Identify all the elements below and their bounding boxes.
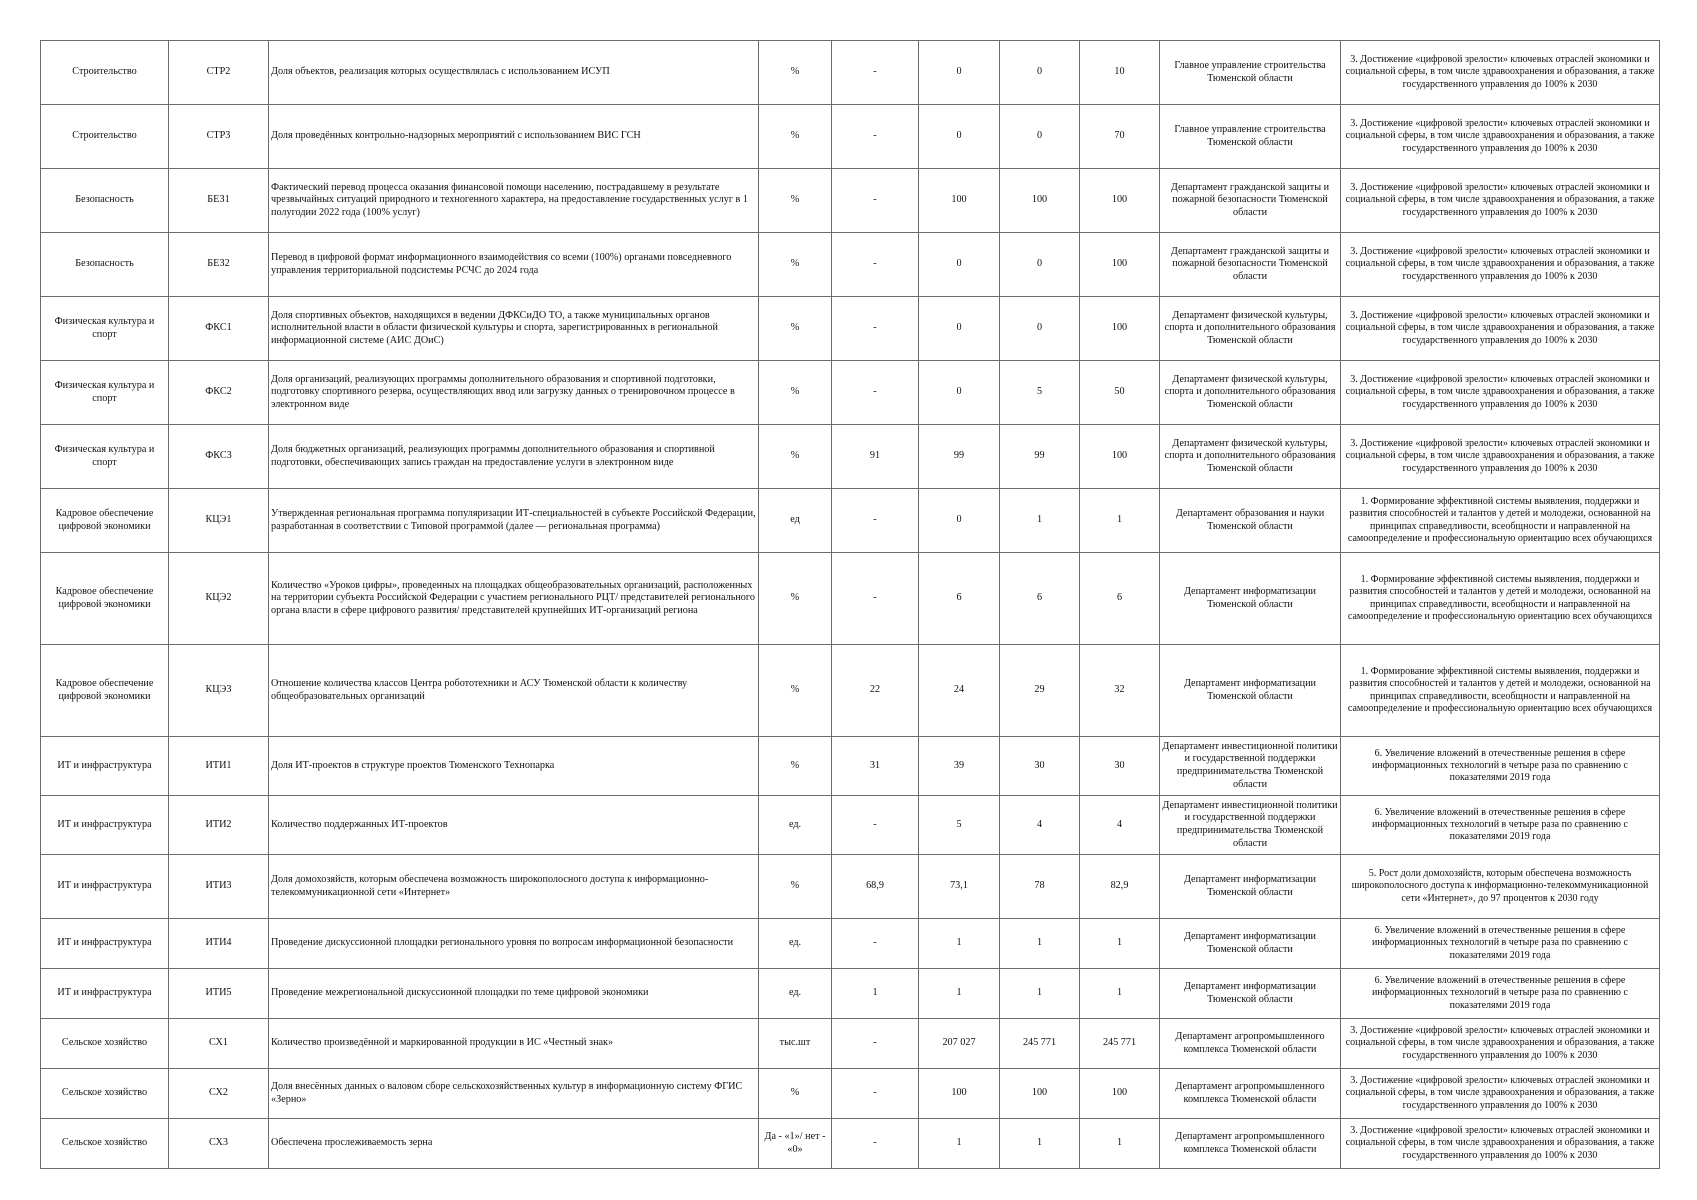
code-cell: БЕЗ2 <box>169 233 269 297</box>
goal-cell: 3. Достижение «цифровой зрелости» ключевых отраслей экономики и социальной сферы, в том числе здравоохранения и образования, а также государственного управления до 100% к 2030 <box>1341 1119 1660 1169</box>
code-cell: ФКС1 <box>169 297 269 361</box>
responsible-cell: Департамент гражданской защиты и пожарной безопасности Тюменской области <box>1160 233 1341 297</box>
sphere-cell: ИТ и инфраструктура <box>41 919 169 969</box>
value-cell-3: 6 <box>1000 553 1080 645</box>
code-cell: ИТИ5 <box>169 969 269 1019</box>
goal-cell: 5. Рост доли домохозяйств, которым обеспечена возможность широкополосного доступа к информационно-телекоммуникационной сети «Интернет», до 97 процентов к 2030 году <box>1341 855 1660 919</box>
value-cell-2: 1 <box>919 1119 1000 1169</box>
indicator-cell: Доля спортивных объектов, находящихся в ведении ДФКСиДО ТО, а также муниципальных органов исполнительной власти в области физической культуры и спорта, зарегистрированных в региональной информационной системе (АИС ДОиС) <box>269 297 759 361</box>
goal-cell: 1. Формирование эффективной системы выявления, поддержки и развития способностей и талантов у детей и молодежи, основанной на принципах справедливости, всеобщности и направленной на самоопределение и профессиональную ориентацию всех обучающихся <box>1341 645 1660 737</box>
value-cell-1: - <box>832 796 919 855</box>
value-cell-4: 82,9 <box>1080 855 1160 919</box>
code-cell: ФКС3 <box>169 425 269 489</box>
code-cell: СТР3 <box>169 105 269 169</box>
value-cell-3: 78 <box>1000 855 1080 919</box>
responsible-cell: Департамент физической культуры, спорта и дополнительного образования Тюменской области <box>1160 361 1341 425</box>
indicator-cell: Количество «Уроков цифры», проведенных на площадках общеобразовательных организаций, расположенных на территории субъекта Российской Федерации с участием регионального РЦТ/ представителей регионального органа власти в сфере цифрового развития/ представителей крупнейших ИТ-организаций региона <box>269 553 759 645</box>
value-cell-4: 70 <box>1080 105 1160 169</box>
value-cell-2: 1 <box>919 969 1000 1019</box>
value-cell-4: 30 <box>1080 737 1160 796</box>
table-row <box>41 919 1660 969</box>
value-cell-4: 4 <box>1080 796 1160 855</box>
value-cell-2: 0 <box>919 105 1000 169</box>
value-cell-4: 1 <box>1080 919 1160 969</box>
code-cell: КЦЭ1 <box>169 489 269 553</box>
code-cell: СТР2 <box>169 41 269 105</box>
responsible-cell: Департамент агропромышленного комплекса Тюменской области <box>1160 1069 1341 1119</box>
table-row <box>41 796 1660 855</box>
value-cell-1: - <box>832 105 919 169</box>
value-cell-2: 1 <box>919 919 1000 969</box>
value-cell-4: 245 771 <box>1080 1019 1160 1069</box>
value-cell-4: 1 <box>1080 969 1160 1019</box>
value-cell-3: 0 <box>1000 41 1080 105</box>
code-cell: ИТИ1 <box>169 737 269 796</box>
value-cell-4: 6 <box>1080 553 1160 645</box>
value-cell-3: 5 <box>1000 361 1080 425</box>
value-cell-2: 0 <box>919 489 1000 553</box>
indicators-table <box>40 40 1660 1169</box>
code-cell: СХ2 <box>169 1069 269 1119</box>
goal-cell: 3. Достижение «цифровой зрелости» ключевых отраслей экономики и социальной сферы, в том числе здравоохранения и образования, а также государственного управления до 100% к 2030 <box>1341 425 1660 489</box>
value-cell-2: 39 <box>919 737 1000 796</box>
table-row <box>41 1119 1660 1169</box>
value-cell-3: 4 <box>1000 796 1080 855</box>
value-cell-2: 99 <box>919 425 1000 489</box>
unit-cell: ед <box>759 489 832 553</box>
value-cell-1: 22 <box>832 645 919 737</box>
code-cell: БЕЗ1 <box>169 169 269 233</box>
value-cell-4: 100 <box>1080 425 1160 489</box>
sphere-cell: Физическая культура и спорт <box>41 425 169 489</box>
responsible-cell: Департамент инвестиционной политики и государственной поддержки предпринимательства Тюменской области <box>1160 796 1341 855</box>
unit-cell: тыс.шт <box>759 1019 832 1069</box>
table-row <box>41 233 1660 297</box>
sphere-cell: Строительство <box>41 41 169 105</box>
value-cell-3: 1 <box>1000 1119 1080 1169</box>
goal-cell: 3. Достижение «цифровой зрелости» ключевых отраслей экономики и социальной сферы, в том числе здравоохранения и образования, а также государственного управления до 100% к 2030 <box>1341 361 1660 425</box>
responsible-cell: Департамент информатизации Тюменской области <box>1160 855 1341 919</box>
table-body <box>41 41 1660 1169</box>
unit-cell: ед. <box>759 969 832 1019</box>
code-cell: ИТИ2 <box>169 796 269 855</box>
table-row <box>41 737 1660 796</box>
table-row <box>41 105 1660 169</box>
value-cell-4: 32 <box>1080 645 1160 737</box>
responsible-cell: Департамент агропромышленного комплекса Тюменской области <box>1160 1119 1341 1169</box>
unit-cell: % <box>759 737 832 796</box>
sphere-cell: Кадровое обеспечение цифровой экономики <box>41 489 169 553</box>
value-cell-3: 0 <box>1000 233 1080 297</box>
goal-cell: 1. Формирование эффективной системы выявления, поддержки и развития способностей и талантов у детей и молодежи, основанной на принципах справедливости, всеобщности и направленной на самоопределение и профессиональную ориентацию всех обучающихся <box>1341 553 1660 645</box>
table-row <box>41 361 1660 425</box>
value-cell-1: - <box>832 919 919 969</box>
sphere-cell: Кадровое обеспечение цифровой экономики <box>41 645 169 737</box>
unit-cell: ед. <box>759 796 832 855</box>
value-cell-4: 100 <box>1080 1069 1160 1119</box>
indicator-cell: Доля ИТ-проектов в структуре проектов Тюменского Технопарка <box>269 737 759 796</box>
value-cell-4: 100 <box>1080 169 1160 233</box>
indicator-cell: Доля организаций, реализующих программы дополнительного образования и спортивной подготовки, подготовку спортивного резерва, осуществляющих ввод или загрузку данных о тренировочном процессе в электронном виде <box>269 361 759 425</box>
value-cell-1: - <box>832 1019 919 1069</box>
goal-cell: 3. Достижение «цифровой зрелости» ключевых отраслей экономики и социальной сферы, в том числе здравоохранения и образования, а также государственного управления до 100% к 2030 <box>1341 1019 1660 1069</box>
sphere-cell: Физическая культура и спорт <box>41 361 169 425</box>
value-cell-1: - <box>832 553 919 645</box>
value-cell-4: 1 <box>1080 1119 1160 1169</box>
value-cell-3: 1 <box>1000 919 1080 969</box>
responsible-cell: Департамент информатизации Тюменской области <box>1160 919 1341 969</box>
value-cell-2: 0 <box>919 233 1000 297</box>
value-cell-4: 10 <box>1080 41 1160 105</box>
table-row <box>41 489 1660 553</box>
goal-cell: 1. Формирование эффективной системы выявления, поддержки и развития способностей и талантов у детей и молодежи, основанной на принципах справедливости, всеобщности и направленной на самоопределение и профессиональную ориентацию всех обучающихся <box>1341 489 1660 553</box>
value-cell-2: 24 <box>919 645 1000 737</box>
goal-cell: 6. Увеличение вложений в отечественные решения в сфере информационных технологий в четыре раза по сравнению с показателями 2019 года <box>1341 919 1660 969</box>
unit-cell: % <box>759 361 832 425</box>
code-cell: КЦЭ3 <box>169 645 269 737</box>
responsible-cell: Департамент инвестиционной политики и государственной поддержки предпринимательства Тюменской области <box>1160 737 1341 796</box>
unit-cell: % <box>759 105 832 169</box>
value-cell-1: - <box>832 169 919 233</box>
goal-cell: 6. Увеличение вложений в отечественные решения в сфере информационных технологий в четыре раза по сравнению с показателями 2019 года <box>1341 969 1660 1019</box>
value-cell-1: - <box>832 233 919 297</box>
value-cell-3: 100 <box>1000 1069 1080 1119</box>
value-cell-2: 207 027 <box>919 1019 1000 1069</box>
indicator-cell: Количество произведённой и маркированной продукции в ИС «Честный знак» <box>269 1019 759 1069</box>
table-row <box>41 969 1660 1019</box>
table-row <box>41 425 1660 489</box>
indicator-cell: Отношение количества классов Центра робототехники и АСУ Тюменской области к количеству общеобразовательных организаций <box>269 645 759 737</box>
value-cell-2: 0 <box>919 297 1000 361</box>
responsible-cell: Департамент агропромышленного комплекса Тюменской области <box>1160 1019 1341 1069</box>
indicator-cell: Перевод в цифровой формат информационного взаимодействия со всеми (100%) органами повседневного управления территориальной подсистемы РСЧС до 2024 года <box>269 233 759 297</box>
indicator-cell: Количество поддержанных ИТ-проектов <box>269 796 759 855</box>
value-cell-2: 5 <box>919 796 1000 855</box>
value-cell-3: 0 <box>1000 105 1080 169</box>
goal-cell: 3. Достижение «цифровой зрелости» ключевых отраслей экономики и социальной сферы, в том числе здравоохранения и образования, а также государственного управления до 100% к 2030 <box>1341 1069 1660 1119</box>
sphere-cell: ИТ и инфраструктура <box>41 796 169 855</box>
goal-cell: 3. Достижение «цифровой зрелости» ключевых отраслей экономики и социальной сферы, в том числе здравоохранения и образования, а также государственного управления до 100% к 2030 <box>1341 233 1660 297</box>
responsible-cell: Департамент информатизации Тюменской области <box>1160 645 1341 737</box>
table-row <box>41 1019 1660 1069</box>
code-cell: ИТИ3 <box>169 855 269 919</box>
goal-cell: 6. Увеличение вложений в отечественные решения в сфере информационных технологий в четыре раза по сравнению с показателями 2019 года <box>1341 796 1660 855</box>
value-cell-2: 6 <box>919 553 1000 645</box>
unit-cell: % <box>759 553 832 645</box>
value-cell-3: 245 771 <box>1000 1019 1080 1069</box>
indicator-cell: Фактический перевод процесса оказания финансовой помощи населению, пострадавшему в результате чрезвычайных ситуаций природного и техногенного характера, на предоставление государственных услуг в 1 полугодии 2022 года (100% услуг) <box>269 169 759 233</box>
indicator-cell: Доля проведённых контрольно-надзорных мероприятий с использованием ВИС ГСН <box>269 105 759 169</box>
value-cell-3: 100 <box>1000 169 1080 233</box>
code-cell: ФКС2 <box>169 361 269 425</box>
sphere-cell: Безопасность <box>41 169 169 233</box>
code-cell: СХ3 <box>169 1119 269 1169</box>
indicator-cell: Обеспечена прослеживаемость зерна <box>269 1119 759 1169</box>
unit-cell: ед. <box>759 919 832 969</box>
value-cell-2: 0 <box>919 361 1000 425</box>
sphere-cell: ИТ и инфраструктура <box>41 737 169 796</box>
indicator-cell: Проведение дискуссионной площадки регионального уровня по вопросам информационной безопасности <box>269 919 759 969</box>
value-cell-2: 100 <box>919 169 1000 233</box>
indicator-cell: Доля домохозяйств, которым обеспечена возможность широкополосного доступа к информационно-телекоммуникационной сети «Интернет» <box>269 855 759 919</box>
sphere-cell: Сельское хозяйство <box>41 1069 169 1119</box>
unit-cell: % <box>759 233 832 297</box>
sphere-cell: Сельское хозяйство <box>41 1119 169 1169</box>
unit-cell: Да - «1»/ нет - «0» <box>759 1119 832 1169</box>
indicator-cell: Доля объектов, реализация которых осуществлялась с использованием ИСУП <box>269 41 759 105</box>
value-cell-4: 100 <box>1080 297 1160 361</box>
code-cell: СХ1 <box>169 1019 269 1069</box>
responsible-cell: Департамент образования и науки Тюменской области <box>1160 489 1341 553</box>
sphere-cell: Кадровое обеспечение цифровой экономики <box>41 553 169 645</box>
value-cell-1: 68,9 <box>832 855 919 919</box>
value-cell-2: 73,1 <box>919 855 1000 919</box>
sphere-cell: ИТ и инфраструктура <box>41 969 169 1019</box>
value-cell-1: - <box>832 1069 919 1119</box>
value-cell-4: 1 <box>1080 489 1160 553</box>
value-cell-4: 50 <box>1080 361 1160 425</box>
responsible-cell: Департамент гражданской защиты и пожарной безопасности Тюменской области <box>1160 169 1341 233</box>
unit-cell: % <box>759 1069 832 1119</box>
value-cell-3: 29 <box>1000 645 1080 737</box>
responsible-cell: Департамент информатизации Тюменской области <box>1160 553 1341 645</box>
value-cell-3: 0 <box>1000 297 1080 361</box>
table-row <box>41 645 1660 737</box>
code-cell: ИТИ4 <box>169 919 269 969</box>
responsible-cell: Главное управление строительства Тюменской области <box>1160 41 1341 105</box>
value-cell-1: - <box>832 489 919 553</box>
goal-cell: 3. Достижение «цифровой зрелости» ключевых отраслей экономики и социальной сферы, в том числе здравоохранения и образования, а также государственного управления до 100% к 2030 <box>1341 41 1660 105</box>
unit-cell: % <box>759 297 832 361</box>
unit-cell: % <box>759 425 832 489</box>
value-cell-3: 99 <box>1000 425 1080 489</box>
sphere-cell: Сельское хозяйство <box>41 1019 169 1069</box>
responsible-cell: Главное управление строительства Тюменской области <box>1160 105 1341 169</box>
value-cell-1: 91 <box>832 425 919 489</box>
indicator-cell: Доля бюджетных организаций, реализующих программы дополнительного образования и спортивной подготовки, обеспечивающих запись граждан на предоставление услуги в электронном виде <box>269 425 759 489</box>
value-cell-1: 31 <box>832 737 919 796</box>
goal-cell: 3. Достижение «цифровой зрелости» ключевых отраслей экономики и социальной сферы, в том числе здравоохранения и образования, а также государственного управления до 100% к 2030 <box>1341 105 1660 169</box>
responsible-cell: Департамент информатизации Тюменской области <box>1160 969 1341 1019</box>
value-cell-1: - <box>832 297 919 361</box>
sphere-cell: Физическая культура и спорт <box>41 297 169 361</box>
value-cell-3: 1 <box>1000 489 1080 553</box>
table-row <box>41 1069 1660 1119</box>
table-row <box>41 553 1660 645</box>
value-cell-2: 100 <box>919 1069 1000 1119</box>
responsible-cell: Департамент физической культуры, спорта и дополнительного образования Тюменской области <box>1160 425 1341 489</box>
sphere-cell: Строительство <box>41 105 169 169</box>
goal-cell: 6. Увеличение вложений в отечественные решения в сфере информационных технологий в четыре раза по сравнению с показателями 2019 года <box>1341 737 1660 796</box>
goal-cell: 3. Достижение «цифровой зрелости» ключевых отраслей экономики и социальной сферы, в том числе здравоохранения и образования, а также государственного управления до 100% к 2030 <box>1341 169 1660 233</box>
table-row <box>41 169 1660 233</box>
value-cell-1: - <box>832 361 919 425</box>
value-cell-3: 1 <box>1000 969 1080 1019</box>
unit-cell: % <box>759 645 832 737</box>
value-cell-3: 30 <box>1000 737 1080 796</box>
table-row <box>41 297 1660 361</box>
goal-cell: 3. Достижение «цифровой зрелости» ключевых отраслей экономики и социальной сферы, в том числе здравоохранения и образования, а также государственного управления до 100% к 2030 <box>1341 297 1660 361</box>
unit-cell: % <box>759 169 832 233</box>
sphere-cell: ИТ и инфраструктура <box>41 855 169 919</box>
table-row <box>41 41 1660 105</box>
table-row <box>41 855 1660 919</box>
unit-cell: % <box>759 855 832 919</box>
unit-cell: % <box>759 41 832 105</box>
code-cell: КЦЭ2 <box>169 553 269 645</box>
indicator-cell: Утвержденная региональная программа популяризации ИТ-специальностей в субъекте Российской Федерации, разработанная в соответствии с Типовой программой (далее — региональная программа) <box>269 489 759 553</box>
value-cell-1: - <box>832 1119 919 1169</box>
value-cell-2: 0 <box>919 41 1000 105</box>
value-cell-1: - <box>832 41 919 105</box>
value-cell-4: 100 <box>1080 233 1160 297</box>
sphere-cell: Безопасность <box>41 233 169 297</box>
value-cell-1: 1 <box>832 969 919 1019</box>
indicator-cell: Доля внесённых данных о валовом сборе сельскохозяйственных культур в информационную систему ФГИС «Зерно» <box>269 1069 759 1119</box>
indicator-cell: Проведение межрегиональной дискуссионной площадки по теме цифровой экономики <box>269 969 759 1019</box>
responsible-cell: Департамент физической культуры, спорта и дополнительного образования Тюменской области <box>1160 297 1341 361</box>
